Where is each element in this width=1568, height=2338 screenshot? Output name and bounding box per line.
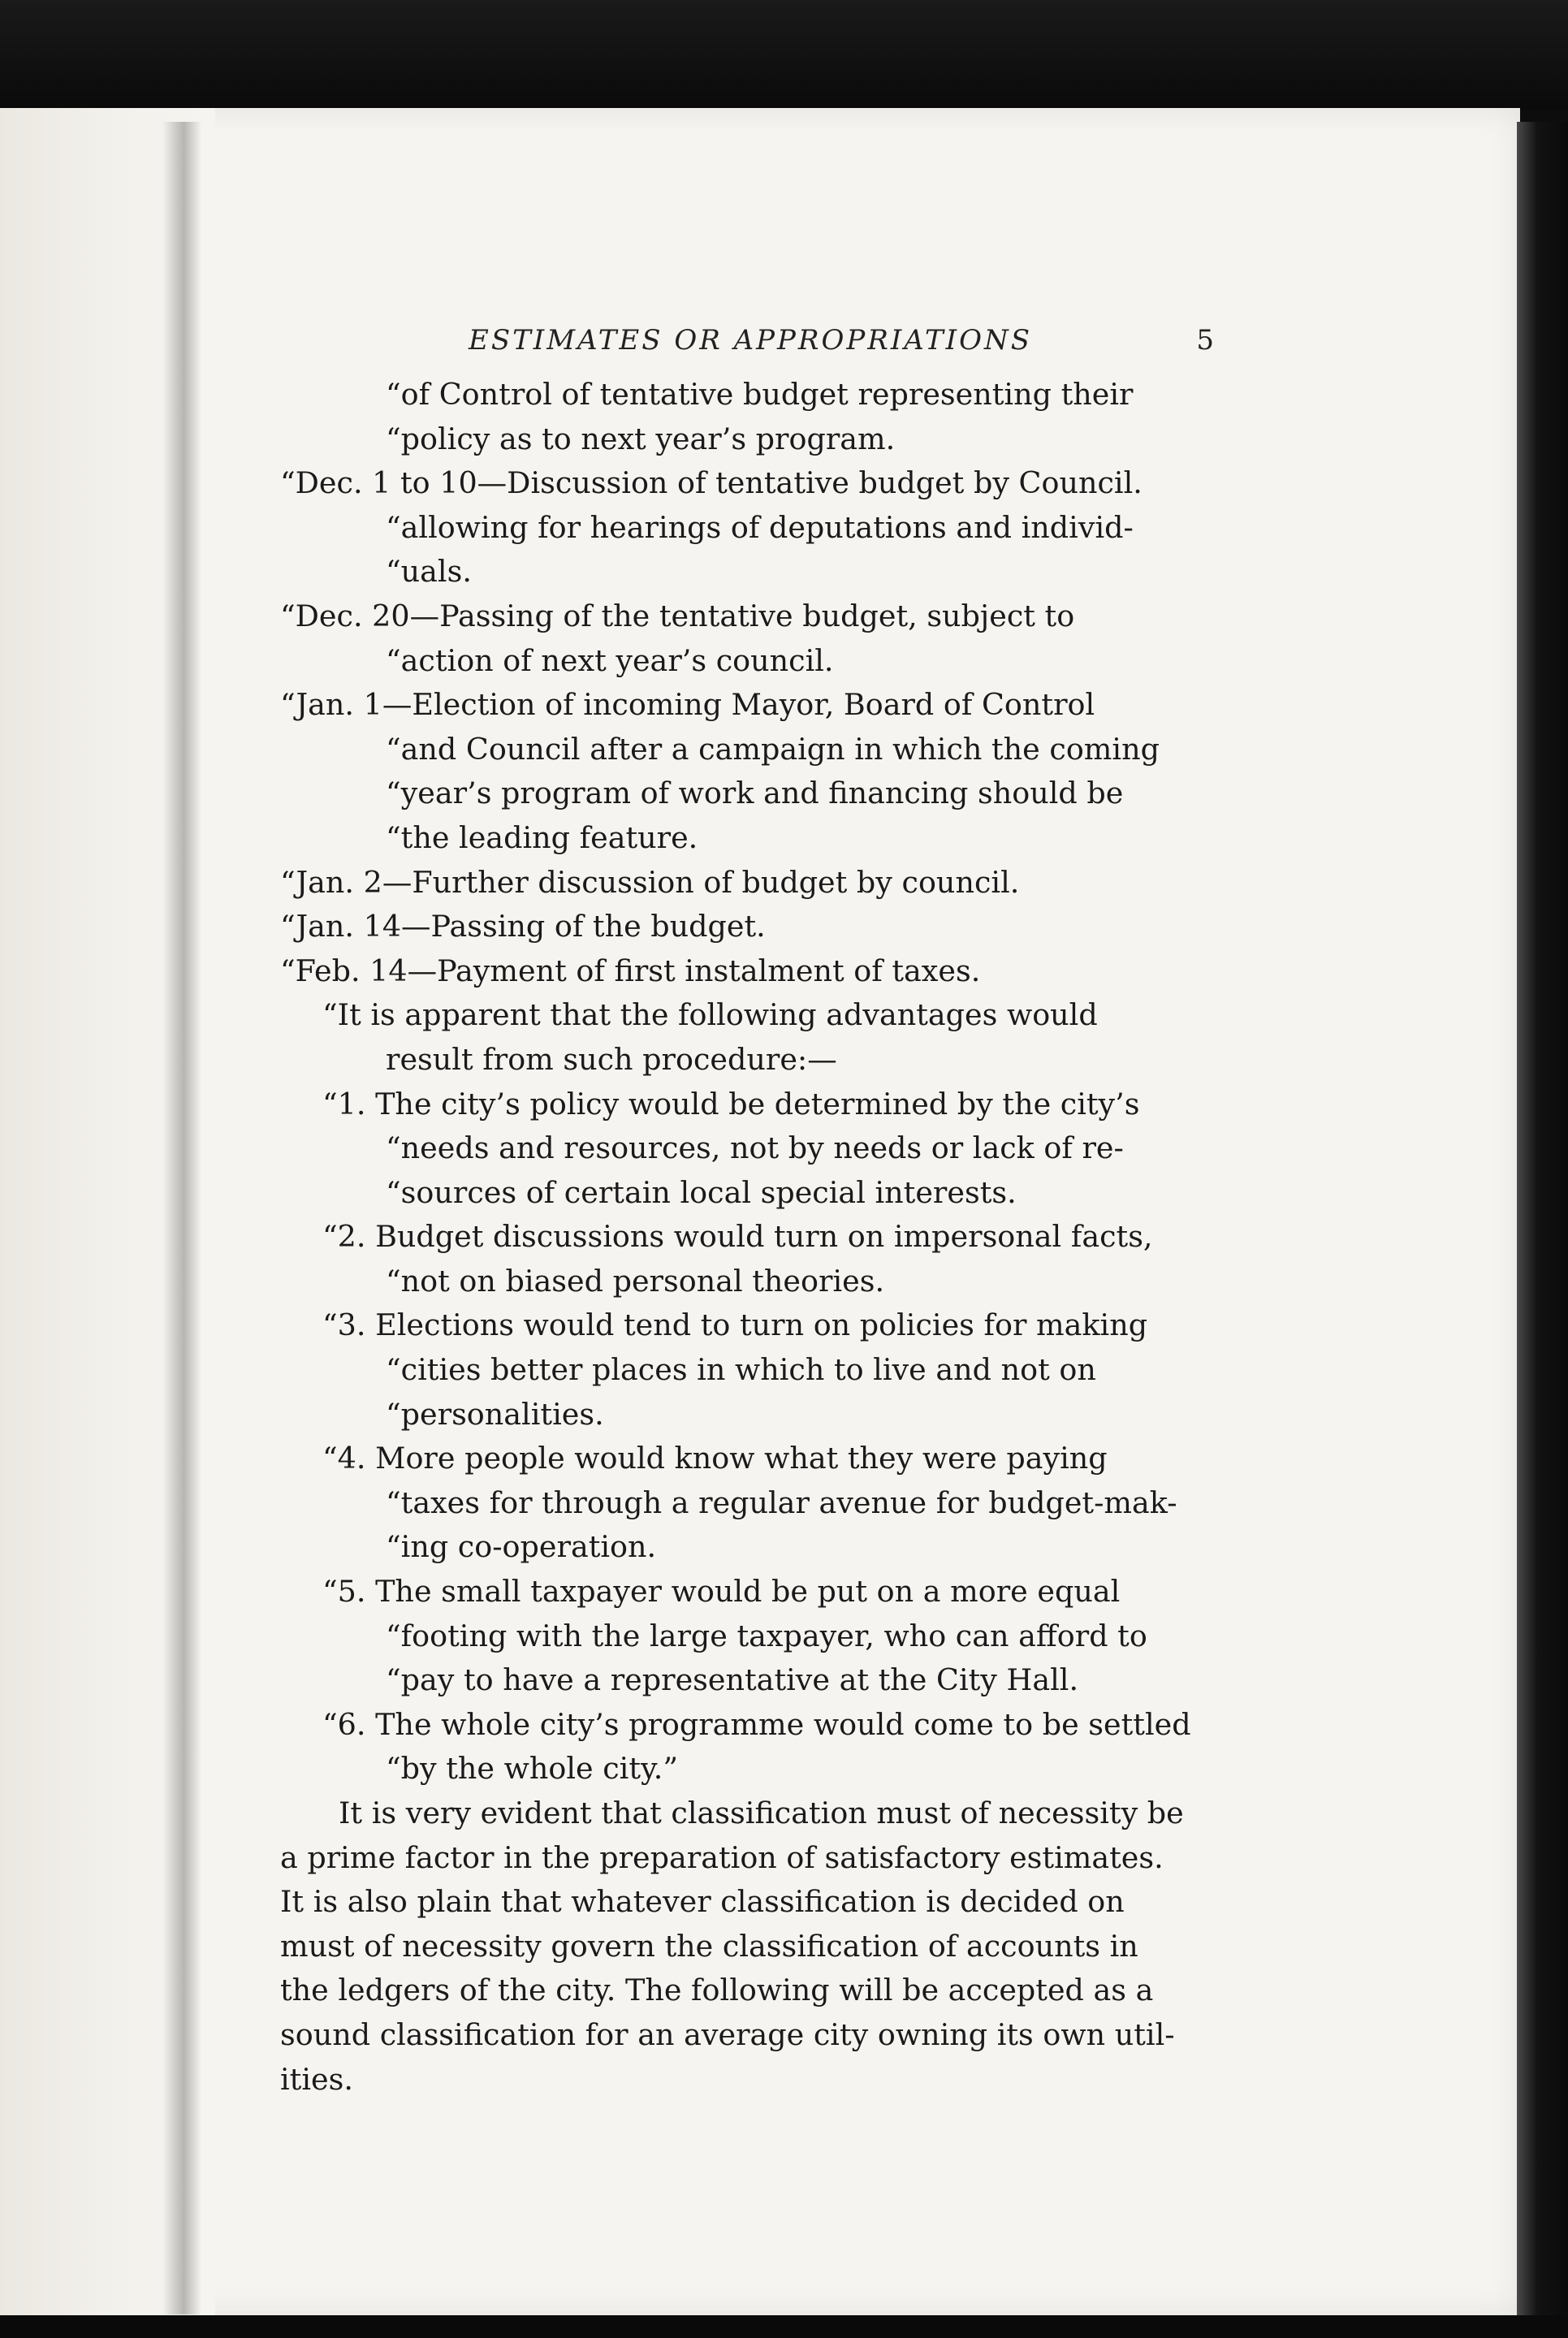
text-line: “footing with the large taxpayer, who can afford to bbox=[386, 1618, 1147, 1653]
text-line: the ledgers of the city. The following will be accepted as a bbox=[280, 1973, 1154, 2008]
scan-dark-border-top bbox=[0, 0, 1568, 110]
text-line: “of Control of tentative budget representing their bbox=[386, 377, 1134, 412]
text-line: “Dec. 20—Passing of the tentative budget, subject to bbox=[280, 598, 1075, 633]
text-line: “1. The city’s policy would be determined by the city’s bbox=[322, 1086, 1140, 1121]
text-line: “Jan. 1—Election of incoming Mayor, Board of Control bbox=[280, 687, 1095, 723]
text-line: “Dec. 1 to 10—Discussion of tentative budget by Council. bbox=[280, 465, 1143, 501]
text-line: sound classification for an average city owning its own util- bbox=[280, 2016, 1175, 2052]
text-line: “year’s program of work and financing should be bbox=[386, 776, 1124, 811]
scan-dark-border-bottom bbox=[0, 2315, 1568, 2338]
text-line: “action of next year’s council. bbox=[386, 642, 834, 678]
text-line: “pay to have a representative at the City Hall. bbox=[386, 1662, 1079, 1698]
text-line: “Feb. 14—Payment of first instalment of taxes. bbox=[280, 953, 981, 988]
text-line: result from such procedure:— bbox=[386, 1041, 837, 1077]
text-line: “taxes for through a regular avenue for budget-mak- bbox=[386, 1484, 1177, 1520]
paragraph-first-line: It is very evident that classification must of necessity be bbox=[339, 1796, 1184, 1830]
text-line: “2. Budget discussions would turn on impersonal facts, bbox=[322, 1219, 1153, 1255]
text-line: “and Council after a campaign in which the coming bbox=[386, 731, 1160, 767]
text-line: “the leading feature. bbox=[386, 819, 698, 855]
page-header bbox=[280, 321, 1214, 373]
text-line: “ing co-operation. bbox=[386, 1529, 657, 1565]
text-line: “needs and resources, not by needs or lack of re- bbox=[386, 1130, 1124, 1166]
text-line: “4. More people would know what they were paying bbox=[322, 1441, 1108, 1476]
text-line: “3. Elections would tend to turn on policies for making bbox=[322, 1307, 1148, 1343]
text-line: It is also plain that whatever classification is decided on bbox=[280, 1884, 1125, 1920]
text-line: “not on biased personal theories. bbox=[386, 1263, 885, 1299]
text-line: “allowing for hearings of deputations and individ- bbox=[386, 509, 1134, 545]
text-line: “Jan. 14—Passing of the budget. bbox=[280, 909, 766, 944]
text-lines bbox=[280, 373, 1214, 2102]
text-line: “It is apparent that the following advantages would bbox=[322, 997, 1098, 1033]
text-line: ities. bbox=[280, 2061, 353, 2097]
text-line: “sources of certain local special interests. bbox=[386, 1174, 1017, 1210]
text-line: must of necessity govern the classification of accounts in bbox=[280, 1928, 1138, 1964]
text-line: a prime factor in the preparation of satisfactory estimates. bbox=[280, 1839, 1164, 1875]
text-line: “policy as to next year’s program. bbox=[386, 421, 896, 456]
page-text-block bbox=[280, 321, 1214, 2102]
scan-dark-border-right bbox=[1517, 122, 1568, 2338]
book-spine-shadow bbox=[162, 122, 201, 2314]
text-line: “uals. bbox=[386, 554, 472, 590]
text-line: “cities better places in which to live and not on bbox=[386, 1352, 1096, 1388]
page-number: 5 bbox=[1196, 324, 1214, 357]
text-line: “Jan. 2—Further discussion of budget by council. bbox=[280, 864, 1020, 900]
running-head: ESTIMATES OR APPROPRIATIONS bbox=[469, 324, 1033, 357]
text-line: “personalities. bbox=[386, 1396, 604, 1432]
text-line: “5. The small taxpayer would be put on a more equal bbox=[322, 1574, 1121, 1610]
text-line: “by the whole city.” bbox=[386, 1751, 679, 1787]
text-line: “6. The whole city’s programme would come to be settled bbox=[322, 1706, 1191, 1742]
